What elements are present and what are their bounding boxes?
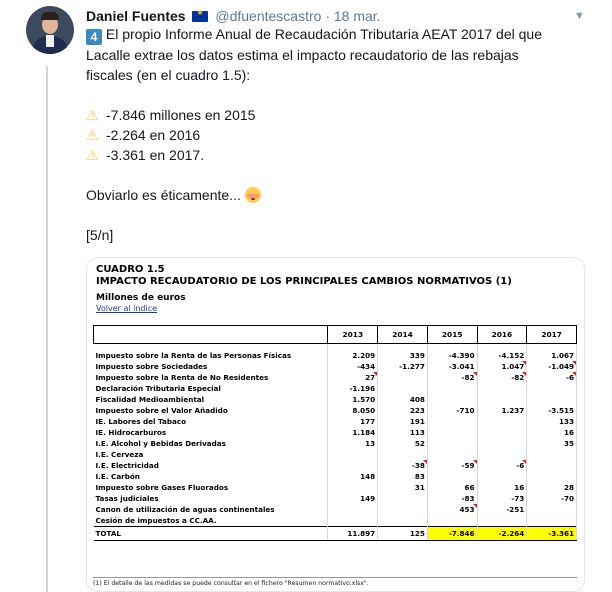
cell-value: 339 xyxy=(378,350,428,361)
cell-value: 133 xyxy=(527,416,577,427)
cell-value: 35 xyxy=(527,438,577,449)
cell-value xyxy=(328,504,378,515)
cell-value: 8.050 xyxy=(328,405,378,416)
cell-value: -1.196 xyxy=(328,383,378,394)
item-text: -7.846 millones en 2015 xyxy=(106,107,256,123)
table-row xyxy=(94,405,577,416)
cell-value: -70 xyxy=(527,493,577,504)
closing-text: Obviarlo es éticamente... xyxy=(86,187,241,203)
tweet-date[interactable]: 18 mar. xyxy=(333,8,381,24)
row-label: Cesión de impuestos a CC.AA. xyxy=(95,516,217,525)
row-label: Tasas judiciales xyxy=(95,494,159,503)
row-label: Impuesto sobre el Valor Añadido xyxy=(95,406,228,415)
table-row xyxy=(94,493,577,504)
cell-value xyxy=(427,515,477,527)
cell-value xyxy=(427,416,477,427)
cell-value: 1.067 xyxy=(527,350,577,361)
cell-value: 1.237 xyxy=(477,405,527,416)
cell-value: 453 xyxy=(427,504,477,515)
row-label: Canon de utilización de aguas continentales xyxy=(95,505,275,514)
thread-connector-line xyxy=(46,66,48,592)
separator-dot: · xyxy=(325,8,330,24)
cell-value xyxy=(378,493,428,504)
table-footnote: (1) El detalle de las medidas se puede consultar en el fichero "Resumen normativo.xlsx". xyxy=(93,577,577,587)
cell-value: -82 xyxy=(427,372,477,383)
table-row xyxy=(94,394,577,405)
column-header: 2013 xyxy=(328,326,378,344)
row-label: Impuesto sobre Gases Fluorados xyxy=(95,483,229,492)
cell-value xyxy=(378,515,428,527)
cell-value: 31 xyxy=(378,482,428,493)
intro-text: El propio Informe Anual de Recaudación Tributaria AEAT 2017 del que Lacalle extrae los datos estima el impacto recaudatorio de las rebajas fiscales (en el cuadro 1.5): xyxy=(86,26,542,83)
cell-value xyxy=(527,394,577,405)
table-total-row xyxy=(94,527,577,541)
item-text: -2.264 en 2016 xyxy=(106,127,201,143)
table-title-line2: IMPACTO RECAUDATORIO DE LOS PRINCIPALES CAMBIOS NORMATIVOS (1) xyxy=(96,276,512,287)
table-row xyxy=(94,482,577,493)
cell-value: 1.570 xyxy=(328,394,378,405)
row-label: I.E. Electricidad xyxy=(95,461,159,470)
cell-value: 83 xyxy=(378,471,428,482)
cell-value: -83 xyxy=(427,493,477,504)
cell-value: 223 xyxy=(378,405,428,416)
cell-value xyxy=(527,504,577,515)
cell-value: -38 xyxy=(378,460,428,471)
cell-value: -251 xyxy=(477,504,527,515)
table-row xyxy=(94,515,577,527)
total-value-highlighted: -3.361 xyxy=(527,527,577,541)
cell-value: 113 xyxy=(378,427,428,438)
chevron-down-icon[interactable]: ▼ xyxy=(574,10,585,22)
cell-value: -6 xyxy=(477,460,527,471)
author-name[interactable]: Daniel Fuentes xyxy=(86,8,186,24)
table-header-row xyxy=(94,326,577,344)
data-table xyxy=(93,325,577,541)
table-row xyxy=(94,438,577,449)
row-label: IE. Hidrocarburos xyxy=(95,428,167,437)
cell-value xyxy=(527,383,577,394)
column-header: 2017 xyxy=(527,326,577,344)
thread-marker: [5/n] xyxy=(86,227,114,243)
list-item xyxy=(86,125,566,145)
cell-value: -710 xyxy=(427,405,477,416)
cell-value: 27 xyxy=(328,372,378,383)
cell-value xyxy=(378,504,428,515)
table-row xyxy=(94,460,577,471)
table-row xyxy=(94,383,577,394)
cell-value xyxy=(477,471,527,482)
cell-value xyxy=(378,372,428,383)
cell-value: -6 xyxy=(527,372,577,383)
eu-flag-icon xyxy=(192,11,208,22)
cell-value xyxy=(477,427,527,438)
cell-value: 177 xyxy=(328,416,378,427)
cell-value: -1.277 xyxy=(378,361,428,372)
author-handle[interactable]: @dfuentescastro xyxy=(215,8,322,24)
tweet-header xyxy=(86,8,381,24)
cell-value xyxy=(477,438,527,449)
cell-value: 52 xyxy=(378,438,428,449)
cell-value xyxy=(527,449,577,460)
table-title-line1: CUADRO 1.5 xyxy=(96,264,165,275)
cell-value xyxy=(477,416,527,427)
table-row xyxy=(94,416,577,427)
total-value-highlighted: -7.846 xyxy=(427,527,477,541)
row-label: Impuesto sobre Sociedades xyxy=(95,362,208,371)
cell-value xyxy=(427,449,477,460)
table-row xyxy=(94,372,577,383)
table-subtitle: Millones de euros xyxy=(96,293,186,303)
cell-value xyxy=(427,471,477,482)
warning-icon: ⚠ xyxy=(86,127,99,143)
cell-value: 148 xyxy=(328,471,378,482)
cell-value xyxy=(527,460,577,471)
table-row xyxy=(94,427,577,438)
warning-icon: ⚠ xyxy=(86,147,99,163)
back-to-index-link[interactable]: Volver al índice xyxy=(96,304,158,313)
cell-value: -4.390 xyxy=(427,350,477,361)
cell-value xyxy=(427,438,477,449)
cell-value xyxy=(527,515,577,527)
total-value: 11.897 xyxy=(328,527,378,541)
tweet-intro xyxy=(86,24,566,85)
cell-value xyxy=(427,383,477,394)
cell-value xyxy=(477,394,527,405)
cell-value xyxy=(477,383,527,394)
row-label: Fiscalidad Medioambiental xyxy=(95,395,205,404)
cell-value: -59 xyxy=(427,460,477,471)
cell-value xyxy=(378,383,428,394)
row-label: Declaración Tributaria Especial xyxy=(95,384,221,393)
avatar-shirt-shape xyxy=(46,35,54,47)
table-row xyxy=(94,350,577,361)
row-label: I.E. Alcohol y Bebidas Derivadas xyxy=(95,439,226,448)
avatar[interactable] xyxy=(26,6,74,54)
cell-value: -3.041 xyxy=(427,361,477,372)
cell-value xyxy=(328,515,378,527)
cell-value: 408 xyxy=(378,394,428,405)
cell-value xyxy=(328,460,378,471)
table-row xyxy=(94,361,577,372)
total-value: 125 xyxy=(378,527,428,541)
table-row xyxy=(94,504,577,515)
column-header: 2014 xyxy=(378,326,428,344)
avatar-hair-shape xyxy=(41,12,59,20)
cell-value: -82 xyxy=(477,372,527,383)
cell-value: 28 xyxy=(527,482,577,493)
keycap-4-icon: 4 xyxy=(86,29,102,45)
list-item xyxy=(86,105,566,125)
cell-value: -434 xyxy=(328,361,378,372)
cell-value xyxy=(378,449,428,460)
table-row xyxy=(94,471,577,482)
row-label: IE. Labores del Tabaco xyxy=(95,417,187,426)
row-label: I.E. Carbón xyxy=(95,472,140,481)
item-text: -3.361 en 2017. xyxy=(106,147,205,163)
cell-value: 149 xyxy=(328,493,378,504)
cell-value: -1.049 xyxy=(527,361,577,372)
cell-value: 66 xyxy=(427,482,477,493)
warning-icon: ⚠ xyxy=(86,107,99,123)
cell-value xyxy=(328,482,378,493)
cell-value: 16 xyxy=(477,482,527,493)
tweet-image[interactable] xyxy=(86,257,585,592)
cell-value: 13 xyxy=(328,438,378,449)
cell-value xyxy=(427,394,477,405)
cell-value: 1.047 xyxy=(477,361,527,372)
tweet-text xyxy=(86,24,566,245)
cell-value xyxy=(328,449,378,460)
table-screenshot xyxy=(93,262,577,587)
row-label: Impuesto sobre la Renta de No Residentes xyxy=(95,373,269,382)
flushed-face-icon xyxy=(245,187,261,203)
cell-value: -73 xyxy=(477,493,527,504)
closing-line xyxy=(86,185,566,205)
cell-value xyxy=(477,515,527,527)
cell-value: -4.152 xyxy=(477,350,527,361)
cell-value: 1.184 xyxy=(328,427,378,438)
cell-value: 191 xyxy=(378,416,428,427)
list-item xyxy=(86,145,566,165)
cell-value xyxy=(477,449,527,460)
cell-value xyxy=(527,471,577,482)
header-blank-cell xyxy=(94,326,328,344)
row-label: Impuesto sobre la Renta de las Personas Físicas xyxy=(95,351,292,360)
cell-value: -3.515 xyxy=(527,405,577,416)
cell-value: 2.209 xyxy=(328,350,378,361)
column-header: 2015 xyxy=(427,326,477,344)
column-header: 2016 xyxy=(477,326,527,344)
total-value-highlighted: -2.264 xyxy=(477,527,527,541)
cell-value xyxy=(427,427,477,438)
row-label: I.E. Cerveza xyxy=(95,450,144,459)
table-row xyxy=(94,449,577,460)
table-title xyxy=(96,264,512,288)
total-label: TOTAL xyxy=(94,527,328,541)
cell-value: 16 xyxy=(527,427,577,438)
